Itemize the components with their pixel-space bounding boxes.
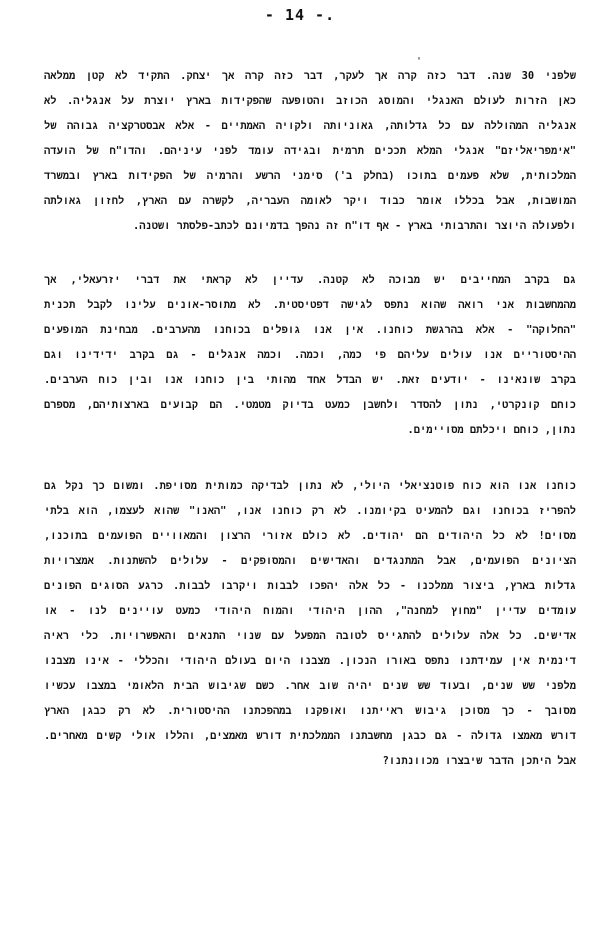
paragraph-3 xyxy=(44,474,576,774)
text-line: עומדים עדיין "מחוץ למחנה", ההון היהודי והמוח היהודי כמעט עויינים לנו - או xyxy=(44,605,576,617)
text-line: גדלות בארץ, ביצור ממלכנו - כל אלה יהפכו לבבות ויקרבו לבבות. כרגע הסוגים הפונים xyxy=(44,580,576,592)
text-line: "החלוקה" - אלא בהרגשת כוחנו. אין אנו גופלים בכוחנו מהערבים. מבחינת המופעים xyxy=(44,324,576,336)
text-line: הציונים הפועמים, אבל המתנגדים והאדישים והמסופקים - עלולים להשתנות. אמצרויות xyxy=(44,555,576,567)
text-line: אדישים. כל אלה עלולים להתגייס לטובה המפעל עם שנוי התנאים והאפשרויות. כלי ראיה xyxy=(44,630,576,642)
text-line: ההיסטוריים אנו עולים עליהם פי כמה, וכמה. וכמה אנגלים - גם בקרב ידידינו וגם xyxy=(44,349,576,361)
text-line: כאן הזרות לעולם האנגלי והמוסג הכוזב והטופעה שהפקידות בארץ יוצרת על אנגליה. לא xyxy=(44,95,576,107)
paragraph-gap xyxy=(44,239,576,268)
text-line: מסובך - כך מסוכן גיבוש ראייתנו ואופקנו במהפכתנו ההיסטורית. לא רק כבגן הארץ xyxy=(44,705,576,717)
text-line: דורש מאמצו גדולה - גם כבגן מחשבתנו הממלכתית דורש מאמצים, והללו אולי קשים מאחרים. xyxy=(44,730,576,742)
paragraph-1 xyxy=(44,64,576,239)
text-line: ולפעולה היוצר והתרבותי בארץ - אף דו"ח זה נהפך בדמיונם לכתב-פלסתר ושטנה. xyxy=(132,220,576,232)
document-body xyxy=(44,64,576,774)
text-line: בקרב שונאינו - יודעים זאת. יש הבדל אחד מהותי בין כוחנו אנו ובין כוח הערבים. xyxy=(44,374,576,386)
text-line: כוחם קונקרטי, נתון להסדר ולחשבן כמעט בדיוק מטמטי. הם קבועים בארצותיהם, מספרם xyxy=(44,399,576,411)
text-line: דינמית אין עמידתנו נתפס באורו הנכון. מצבנו היום בעולם היהודי והכללי - אינו מצבנו xyxy=(44,655,576,667)
text-line: כוחנו אנו הוא כוח פוטנציאלי היולי, לא נתון לבדיקה כמותית מסויפת. ומשום כך נקל גם xyxy=(44,480,576,492)
text-line: מלפני שש שנים, ובעוד שש שנים יהיה שוב אחר. כשם שגיבוש הבית הלאומי במצבו עכשיו xyxy=(44,680,576,692)
paragraph-gap xyxy=(44,443,576,474)
paragraph-2 xyxy=(44,268,576,443)
text-line: "אימפריאליזם" אנגלי המלא תככים תרמית ובגידה עומד לפני עיניהם. והדו"ח של הועדה xyxy=(44,145,576,157)
text-line: מסוים! לא כל היהודים הם יהודים. לא כולם אזורי הרצון והמאוויים הפועמים בתוכנו, xyxy=(44,530,576,542)
text-line: המושבות, אבל בכללו אומר כבוד ויקר לאומה העבריה, לקשרה עם הארץ, לחזון גאולתה xyxy=(44,195,576,207)
text-line: להפריז בכוחנו וגם להמעיט בקיומנו. לא רק כוחנו אנו, "האנו" שהוא לעצמו, הוא בלתי xyxy=(44,505,576,517)
text-line: אבל היתכן הדבר שיבצרו מכוונתנו? xyxy=(382,755,576,767)
text-line: שלפני 30 שנה. דבר כזה קרה אך לעקר, דבר כזה קרה אך יצחק. התקיד לא קטן ממלאה xyxy=(44,70,576,82)
text-line: אנגליה המהוללה עם כל גדלותה, גאוניותה ולקויה האמתיים - אלא אבסטרקציה גבוהה של xyxy=(44,120,576,132)
ink-speck: ' xyxy=(416,56,423,67)
text-line: המלכותית, שלא פעמים בתוכו (בחלק ב') סימני הרשע והרמיה של הפקידות בארץ ובמשרד xyxy=(44,170,576,182)
text-line: מהמחשבות אני רואה שהוא נתפס לגישה דפטיסטית. לא מתוסר-אונים עלינו לקבל תכנית xyxy=(44,299,576,311)
text-line: נתון, כוחם ויכלתם מסויימים. xyxy=(407,424,576,436)
text-line: גם בקרב המחייבים יש מבוכה לא קטנה. עדיין לא קראתי את דברי יזרעאלי, אך xyxy=(44,274,576,286)
page-number: - 14 -. xyxy=(264,6,336,24)
